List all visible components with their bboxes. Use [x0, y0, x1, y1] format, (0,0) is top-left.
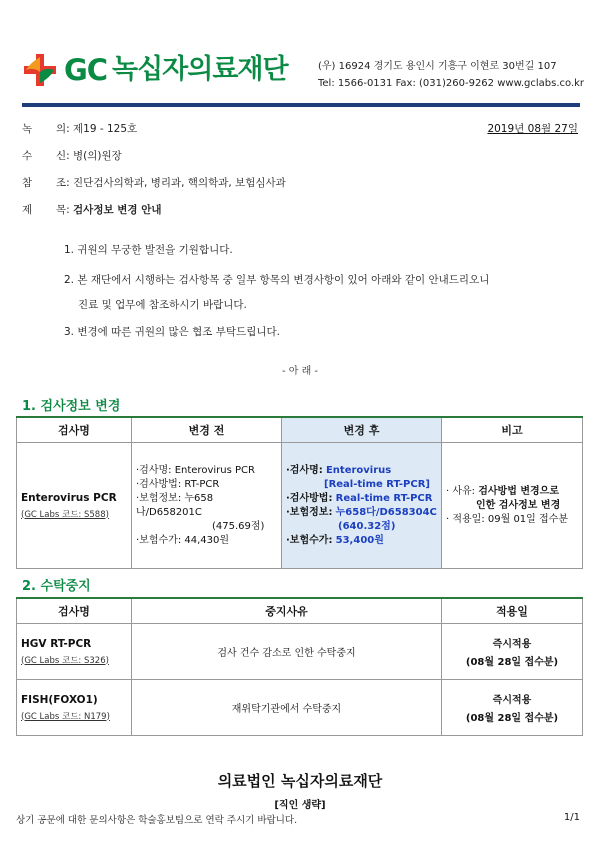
before-insurance2: (475.69점): [212, 520, 265, 532]
before-insurance: ·보험정보: 누658나/D658201C: [136, 492, 214, 518]
col-reason: 중지사유: [132, 598, 442, 624]
reference: 진단검사의학과, 병리과, 핵의학과, 보험심사과: [73, 177, 286, 189]
header-rule: [22, 103, 580, 107]
doc-number: 제19 - 125호: [73, 123, 138, 135]
table-row: [17, 624, 583, 680]
before-name: ·검사명: Enterovirus PCR: [136, 464, 255, 476]
after-name: Enterovirus: [325, 464, 392, 476]
cross-logo-icon: [22, 52, 58, 88]
after-fee-label: ·보험수가:: [286, 534, 333, 546]
body-line-2a: 2. 본 재단에서 시행하는 검사항목 중 일부 항목의 변경사항이 있어 아래와 같이 안내드리오니: [64, 274, 490, 286]
doc-no-label: 녹: [22, 123, 33, 135]
after-insurance: 누658다/D658304C: [335, 506, 437, 518]
contact-note: 상기 공문에 대한 문의사항은 학술홍보팀으로 연락 주시기 바랍니다.: [16, 815, 298, 826]
after-name-label: ·검사명:: [286, 464, 323, 476]
test-code: (GC Labs 코드: S588): [21, 509, 109, 520]
reference-row: [22, 175, 286, 190]
logo-org-name: 녹십자의료재단: [112, 54, 288, 85]
col-apply-date: 적용일: [442, 598, 583, 624]
subject-label: 제: [22, 204, 33, 216]
apply-immediate: 즉시적용: [492, 695, 532, 706]
recipient: 병(의)원장: [73, 150, 122, 162]
section2-title: 2. 수탁중지: [22, 579, 91, 594]
col-note: 비고: [442, 417, 583, 443]
address-line: (우) 16924 경기도 용인시 기흥구 이현로 30번길 107: [318, 61, 557, 72]
address-block: [318, 58, 584, 92]
test-code: (GC Labs 코드: S326): [21, 655, 109, 666]
contact-line: Tel: 1566-0131 Fax: (031)260-9262 www.gclabs.co.kr: [318, 78, 585, 89]
after-method-label: ·검사방법:: [286, 492, 333, 504]
ref-label: 참: [22, 177, 33, 189]
page-number: 1/1: [563, 812, 580, 823]
doc-number-row: [22, 121, 137, 136]
arae-divider: - 아 래 -: [281, 366, 319, 377]
col-test-name: 검사명: [17, 417, 132, 443]
col-after: 변경 후: [282, 417, 442, 443]
table-row: [17, 680, 583, 736]
body-line-2b: 진료 및 업무에 참조하시기 바랍니다.: [78, 299, 247, 311]
after-fee: 53,400원: [335, 534, 384, 546]
after-name2: [Real-time RT-PCR]: [324, 478, 430, 490]
note-apply: · 적용일: 09월 01일 접수분: [446, 513, 568, 525]
seal-omitted: [직인 생략]: [274, 800, 326, 811]
change-table: [16, 416, 583, 569]
ref-label2: 조:: [56, 177, 70, 189]
after-insurance-label: ·보험정보:: [286, 506, 333, 518]
before-fee: ·보험수가: 44,430원: [136, 534, 230, 546]
before-method: ·검사방법: RT-PCR: [136, 478, 220, 490]
apply-date: (08월 28일 접수분): [465, 657, 559, 668]
test-name: HGV RT-PCR: [21, 637, 92, 650]
to-label2: 신:: [56, 150, 70, 162]
to-label: 수: [22, 150, 33, 162]
subject-label2: 목:: [56, 204, 70, 216]
suspension-reason: 재위탁기관에서 수탁중지: [132, 680, 442, 736]
note-reason-label: · 사유:: [446, 485, 476, 497]
issuer-name: 의료법인 녹십자의료재단: [217, 772, 383, 790]
section1-title: 1. 검사정보 변경: [22, 399, 121, 414]
body-line-3: 3. 변경에 따른 귀원의 많은 협조 부탁드립니다.: [64, 326, 280, 338]
test-name: FISH(FOXO1): [21, 693, 98, 706]
subject-row: [22, 202, 162, 217]
body-line-1: 1. 귀원의 무궁한 발전을 기원합니다.: [64, 244, 233, 256]
suspension-table: [16, 597, 583, 736]
apply-date: (08월 28일 접수분): [465, 713, 559, 724]
test-name: Enterovirus PCR: [21, 491, 117, 504]
table-row: [17, 443, 583, 569]
test-code: (GC Labs 코드: N179): [21, 711, 110, 722]
apply-immediate: 즉시적용: [492, 639, 532, 650]
suspension-reason: 검사 건수 감소로 인한 수탁중지: [132, 624, 442, 680]
subject: 검사정보 변경 안내: [73, 204, 162, 216]
doc-no-label2: 의:: [56, 123, 70, 135]
after-insurance2: (640.32점): [338, 520, 396, 532]
note-reason: 검사방법 변경으로: [478, 485, 559, 497]
recipient-row: [22, 148, 122, 163]
col-before: 변경 전: [132, 417, 282, 443]
col-test-name: 검사명: [17, 598, 132, 624]
note-reason2: 인한 검사정보 변경: [476, 499, 561, 511]
after-method: Real-time RT-PCR: [335, 492, 433, 504]
doc-date: 2019년 08월 27일: [487, 123, 578, 135]
logo-gc-text: GC: [64, 53, 108, 87]
